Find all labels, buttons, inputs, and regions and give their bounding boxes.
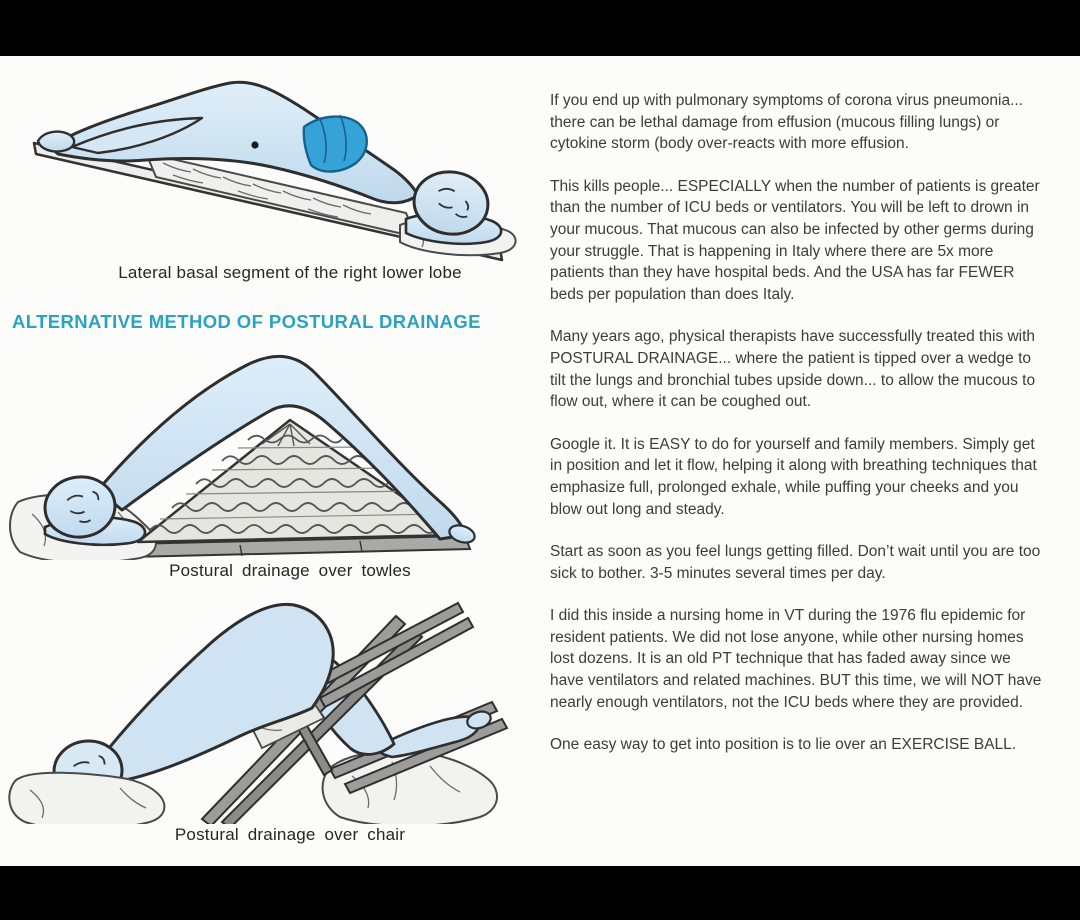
paragraph-exercise-ball: One easy way to get into position is to lie over an EXERCISE BALL.: [550, 736, 1017, 754]
caption-lateral-basal: Lateral basal segment of the right lower lobe: [118, 263, 462, 282]
foot: [38, 132, 74, 152]
letterbox-top: [0, 0, 1080, 56]
paragraph-google-it: Google it. It is EASY to do for yourself and family members. Simply get in position and let it flow, helping it along with breathing techniques that emphasize full, prolonged exhale, while puffing your cheeks and you blow out long and steady.: [550, 435, 1037, 518]
caption-chair: Postural drainage over chair: [174, 825, 406, 844]
incline-board-illustration: [8, 57, 532, 263]
caption-towels: Postural drainage over towles: [169, 561, 411, 580]
figure-towels-illustration: [0, 342, 540, 560]
paragraph-nursing-home: I did this inside a nursing home in VT during the 1976 flu epidemic for resident patients. We did not lose anyone, while other nursing homes lost dozens. It is an old PT technique that has faded away since we have ventilators and related machines. BUT this time, we will NOT have nearly enough ventilators, not the ICU beds where they are provided.: [550, 607, 1042, 711]
overturned-chair-illustration: [0, 586, 540, 824]
figure-chair-illustration: [0, 586, 540, 824]
letterbox-bottom: [0, 866, 1080, 920]
alternative-method-heading: ALTERNATIVE METHOD OF POSTURAL DRAINAGE: [12, 311, 481, 332]
towel-stack-illustration: [0, 342, 540, 560]
navel-dot: [251, 141, 258, 148]
paragraph-start-soon: Start as soon as you feel lungs getting filled. Don’t wait until you are too sick to bother. 3-5 minutes several times per day.: [550, 543, 1041, 582]
lung-segment-highlight: [304, 115, 367, 172]
paragraph-postural-drainage: Many years ago, physical therapists have successfully treated this with POSTURAL DRAINAGE... where the patient is tipped over a wedge to tilt the lungs and bronchial tubes upside down... to allow the mucous to flow out, where it can be coughed out.: [550, 328, 1036, 411]
paragraph-kills-people: This kills people... ESPECIALLY when the number of patients is greater than the number of ICU beds or ventilators. You will be left to drown in your mucous. That mucous can also be infected by other germs during your struggle. That is happening in Italy where there are 5x more patients than they have hospital beds. And the USA has far FEWER beds per population than does Italy.: [550, 177, 1040, 303]
left-pillow: [9, 773, 164, 824]
paragraph-effusion: If you end up with pulmonary symptoms of corona virus pneumonia... there can be lethal damage from effusion (mucous filling lungs) or cytokine storm (body over-reacts with more effusion.: [550, 92, 1023, 153]
figure-lateral-basal-illustration: [8, 57, 532, 263]
article-text-column: [550, 90, 1044, 756]
